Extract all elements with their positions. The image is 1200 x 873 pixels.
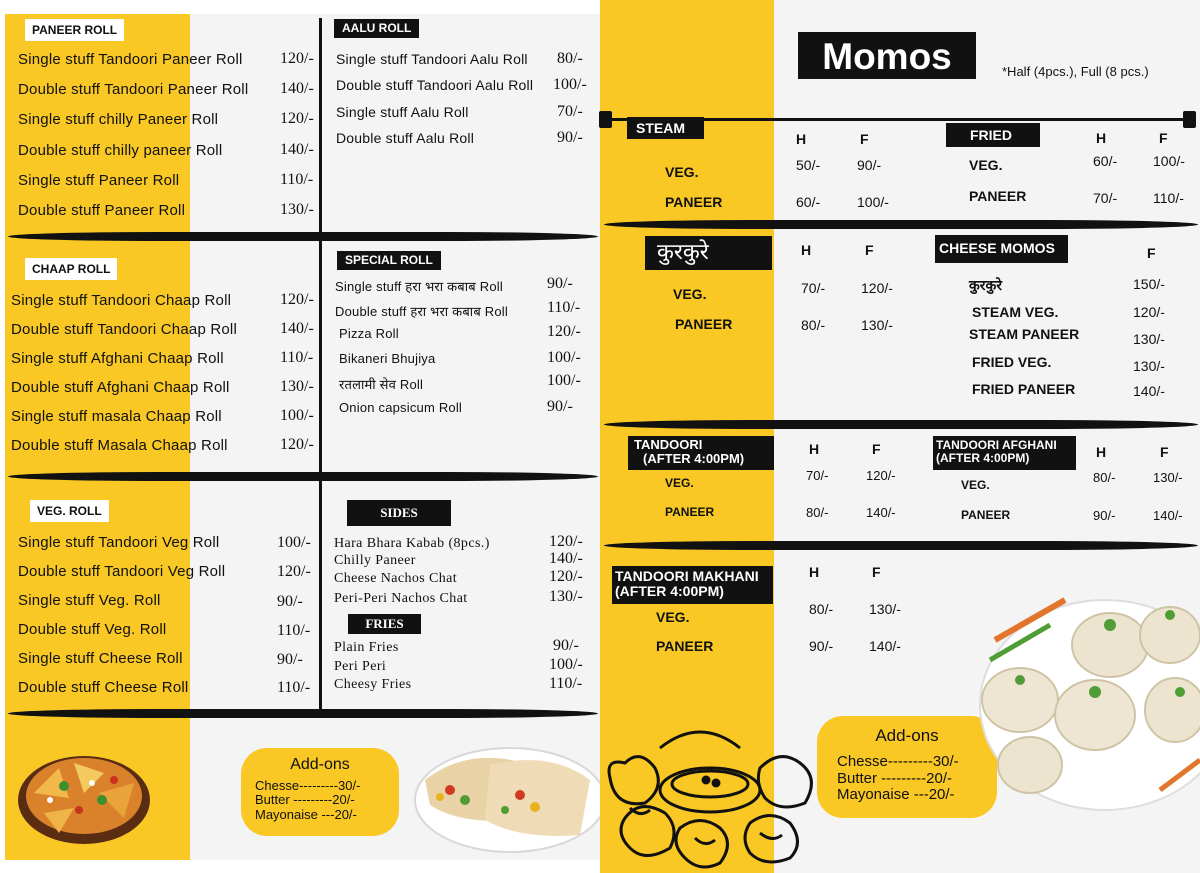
momos-title: Momos <box>798 32 976 79</box>
addons-card <box>241 748 399 836</box>
menu-item-price: 70/- <box>557 103 583 120</box>
menu-item-name: Single stuff Aalu Roll <box>336 104 469 120</box>
half-header: H <box>796 131 807 147</box>
cheese-item: FRIED VEG. <box>972 354 1052 370</box>
addons-title: Add-ons <box>875 726 939 745</box>
menu-item-price: 90/- <box>557 129 583 146</box>
makhani-label-line1: TANDOORI MAKHANI <box>615 568 759 584</box>
price-half: 90/- <box>1093 508 1116 523</box>
steam-paneer: PANEER <box>665 194 723 210</box>
divider-brush <box>604 420 1198 429</box>
menu-item-price: 90/- <box>547 398 573 415</box>
price-half: 80/- <box>806 505 829 520</box>
menu-item-price: 120/- <box>549 533 583 550</box>
menu-item-name: Double stuff Cheese Roll <box>18 679 189 696</box>
menu-item-price: 140/- <box>549 550 583 567</box>
steam-label: STEAM <box>627 117 704 139</box>
portion-note: *Half (4pcs.), Full (8 pcs.) <box>1002 64 1149 79</box>
price-half: 90/- <box>809 638 834 654</box>
price-half: 70/- <box>806 468 829 483</box>
menu-item-price: 100/- <box>547 349 581 366</box>
menu-item-price: 100/- <box>280 407 314 424</box>
menu-item-price: 140/- <box>280 80 314 97</box>
menu-item-name: Single stuff Tandoori Paneer Roll <box>18 51 243 68</box>
price-full: 120/- <box>861 280 893 296</box>
divider-vertical <box>319 480 322 710</box>
aalu-roll-label: AALU ROLL <box>334 19 419 38</box>
cheese-item: STEAM PANEER <box>969 326 1080 342</box>
menu-item-price: 110/- <box>280 171 314 188</box>
fried-label: FRIED <box>946 123 1040 147</box>
menu-item-name: Chilly Paneer <box>334 553 416 568</box>
menu-item-price: 120/- <box>547 323 581 340</box>
menu-item-name: Single stuff chilly Paneer Roll <box>18 111 219 128</box>
half-header: H <box>1096 444 1107 460</box>
menu-item-name: Single stuff Tandoori Chaap Roll <box>11 292 232 309</box>
menu-item-name: Single stuff हरा भरा कबाब Roll <box>335 279 503 294</box>
menu-item-name: Single stuff Afghani Chaap Roll <box>11 350 224 367</box>
addons-title: Add-ons <box>290 756 350 773</box>
menu-item-name: Double stuff Afghani Chaap Roll <box>11 379 230 396</box>
price-full: 100/- <box>857 194 889 210</box>
price-full: 130/- <box>1133 331 1165 347</box>
menu-item-price: 100/- <box>553 76 587 93</box>
full-header: F <box>872 564 881 580</box>
menu-item-price: 110/- <box>277 622 311 639</box>
full-header: F <box>865 242 874 258</box>
price-full: 130/- <box>861 317 893 333</box>
afghani-label-line1: TANDOORI AFGHANI <box>936 438 1057 452</box>
price-full: 140/- <box>869 638 901 654</box>
menu-item-name: Cheesy Fries <box>334 677 412 692</box>
price-full: 120/- <box>866 468 896 483</box>
rule-end-cap <box>599 111 612 128</box>
menu-item-name: Single stuff Veg. Roll <box>18 592 161 609</box>
menu-item-price: 130/- <box>549 588 583 605</box>
afghani-label-line2: (AFTER 4:00PM) <box>936 451 1030 466</box>
price-full: 150/- <box>1133 276 1165 292</box>
kurkure-veg: VEG. <box>673 286 707 302</box>
menu-item-price: 120/- <box>549 568 583 585</box>
menu-item-name: Double stuff हरा भरा कबाब Roll <box>335 304 508 319</box>
price-full: 130/- <box>1153 470 1183 485</box>
price-full: 100/- <box>1153 153 1185 169</box>
menu-item-price: 130/- <box>280 201 314 218</box>
afghani-paneer: PANEER <box>961 508 1011 522</box>
divider-brush <box>8 709 598 718</box>
menu-item-name: Double stuff Tandoori Paneer Roll <box>18 81 249 98</box>
price-half: 70/- <box>1093 190 1118 206</box>
price-full: 110/- <box>1153 190 1184 206</box>
special-roll-label: SPECIAL ROLL <box>337 251 441 270</box>
fries-label: FRIES <box>348 614 421 634</box>
menu-item-price: 120/- <box>280 436 314 453</box>
momos-illustration <box>600 718 820 873</box>
menu-item-name: Single stuff Paneer Roll <box>18 172 180 189</box>
half-header: H <box>809 441 820 457</box>
menu-item-price: 120/- <box>277 563 311 580</box>
menu-item-price: 110/- <box>277 679 311 696</box>
menu-item-price: 120/- <box>280 50 314 67</box>
menu-item-name: Pizza Roll <box>339 326 399 341</box>
tandoori-afghani-label <box>933 436 1076 470</box>
divider-vertical <box>319 240 322 472</box>
menu-item-price: 100/- <box>549 656 583 673</box>
cheese-item: कुरकुरे <box>969 277 1002 293</box>
menu-item-name: Double stuff Veg. Roll <box>18 621 167 638</box>
menu-item-price: 100/- <box>547 372 581 389</box>
menu-item-name: रतलामी सेव Roll <box>339 377 424 392</box>
menu-item-price: 140/- <box>280 141 314 158</box>
addon-line: Butter ---------20/- <box>255 792 355 808</box>
kurkure-paneer: PANEER <box>675 316 733 332</box>
menu-item-name: Double stuff Tandoori Aalu Roll <box>336 77 534 93</box>
addon-line: Mayonaise ---20/- <box>255 806 357 822</box>
divider-brush <box>604 220 1198 229</box>
menu-item-name: Bikaneri Bhujiya <box>339 351 436 366</box>
menu-item-name: Single stuff masala Chaap Roll <box>11 408 222 425</box>
full-header: F <box>872 441 881 457</box>
addon-line: Chesse---------30/- <box>255 778 361 793</box>
divider-brush <box>8 472 598 481</box>
nachos-image <box>14 738 154 848</box>
divider-vertical <box>319 18 322 233</box>
menu-item-price: 130/- <box>280 378 314 395</box>
menu-item-price: 100/- <box>277 534 311 551</box>
menu-item-name: Double stuff Tandoori Veg Roll <box>18 563 226 580</box>
rolls-image <box>410 725 600 855</box>
menu-item-price: 110/- <box>280 349 314 366</box>
cheese-item: STEAM VEG. <box>972 304 1059 320</box>
menu-item-name: Single stuff Cheese Roll <box>18 650 183 667</box>
price-full: 140/- <box>866 505 896 520</box>
rule-end-cap <box>1183 111 1196 128</box>
menu-item-price: 120/- <box>280 291 314 308</box>
sides-label: SIDES <box>347 500 451 526</box>
cheese-momos-label: CHEESE MOMOS <box>935 235 1068 263</box>
menu-item-name: Peri Peri <box>334 659 387 674</box>
full-header: F <box>1160 444 1169 460</box>
menu-item-price: 120/- <box>280 110 314 127</box>
afghani-veg: VEG. <box>961 478 990 492</box>
menu-item-name: Hara Bhara Kabab (8pcs.) <box>334 536 490 551</box>
addon-line: Chesse---------30/- <box>837 753 959 770</box>
tandoori-label-line1: TANDOORI <box>634 437 703 452</box>
half-header: H <box>809 564 820 580</box>
tandoori-makhani-label <box>612 566 773 604</box>
veg-roll-label: VEG. ROLL <box>30 500 109 522</box>
price-half: 70/- <box>801 280 826 296</box>
half-header: H <box>1096 130 1107 146</box>
steam-veg: VEG. <box>665 164 699 180</box>
menu-item-name: Peri-Peri Nachos Chat <box>334 591 468 606</box>
tandoori-label <box>628 436 774 470</box>
menu-item-name: Single stuff Tandoori Veg Roll <box>18 534 220 551</box>
price-full: 130/- <box>869 601 901 617</box>
menu-item-price: 90/- <box>277 651 303 668</box>
divider-brush <box>604 541 1198 550</box>
price-half: 50/- <box>796 157 821 173</box>
tandoori-label-line2: (AFTER 4:00PM) <box>643 451 745 467</box>
price-half: 80/- <box>801 317 826 333</box>
price-half: 60/- <box>1093 153 1118 169</box>
menu-item-price: 110/- <box>549 675 583 692</box>
menu-item-name: Double stuff Aalu Roll <box>336 130 475 146</box>
makhani-label-line2: (AFTER 4:00PM) <box>615 583 724 600</box>
price-half: 60/- <box>796 194 821 210</box>
menu-item-price: 110/- <box>547 299 581 316</box>
menu-item-price: 90/- <box>277 593 303 610</box>
makhani-paneer: PANEER <box>656 638 714 654</box>
menu-item-name: Cheese Nachos Chat <box>334 571 458 586</box>
menu-item-price: 80/- <box>557 50 583 67</box>
addons-card <box>817 716 997 818</box>
full-header: F <box>860 131 869 147</box>
menu-item-name: Onion capsicum Roll <box>339 400 463 415</box>
price-full: 140/- <box>1153 508 1183 523</box>
tandoori-veg: VEG. <box>665 476 694 490</box>
price-full: 140/- <box>1133 383 1165 399</box>
fried-veg: VEG. <box>969 157 1003 173</box>
menu-item-price: 90/- <box>553 637 579 654</box>
price-half: 80/- <box>1093 470 1116 485</box>
menu-item-price: 140/- <box>280 320 314 337</box>
full-header: F <box>1147 245 1156 261</box>
momos-plate-image <box>975 580 1200 813</box>
price-full: 130/- <box>1133 358 1165 374</box>
tandoori-paneer: PANEER <box>665 505 715 519</box>
chaap-roll-label: CHAAP ROLL <box>25 258 117 280</box>
cheese-item: FRIED PANEER <box>972 381 1076 397</box>
divider-brush <box>8 232 598 241</box>
price-half: 80/- <box>809 601 834 617</box>
half-header: H <box>801 242 812 258</box>
menu-item-price: 90/- <box>547 275 573 292</box>
price-full: 90/- <box>857 157 882 173</box>
price-full: 120/- <box>1133 304 1165 320</box>
menu-item-name: Single stuff Tandoori Aalu Roll <box>336 51 528 67</box>
kurkure-label: कुरकुरे <box>645 236 772 270</box>
menu-item-name: Plain Fries <box>334 640 399 655</box>
full-header: F <box>1159 130 1168 146</box>
menu-item-name: Double stuff Masala Chaap Roll <box>11 437 228 454</box>
fried-paneer: PANEER <box>969 188 1027 204</box>
addon-line: Mayonaise ---20/- <box>837 786 955 803</box>
makhani-veg: VEG. <box>656 609 690 625</box>
menu-item-name: Double stuff Paneer Roll <box>18 202 186 219</box>
menu-item-name: Double stuff Tandoori Chaap Roll <box>11 321 237 338</box>
addon-line: Butter ---------20/- <box>837 769 952 787</box>
paneer-roll-label: PANEER ROLL <box>25 19 124 41</box>
menu-item-name: Double stuff chilly paneer Roll <box>18 142 223 159</box>
